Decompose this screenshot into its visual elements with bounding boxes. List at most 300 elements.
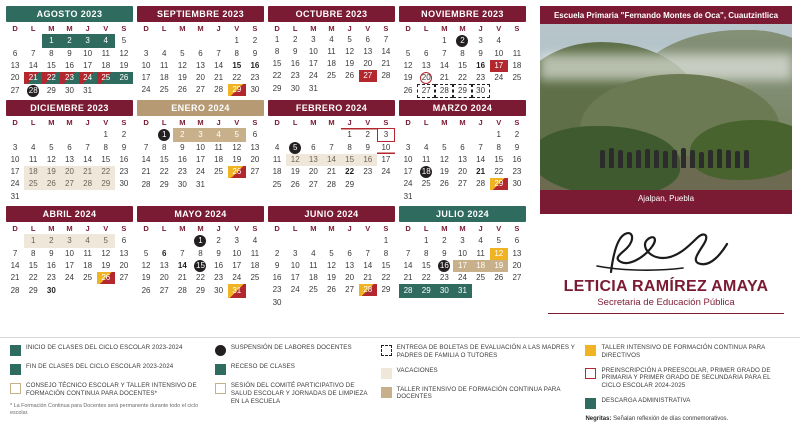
day-cell[interactable]: [490, 272, 508, 284]
day-cell[interactable]: [246, 248, 264, 260]
day-cell[interactable]: [137, 142, 155, 154]
day-cell[interactable]: [246, 260, 264, 272]
day-cell[interactable]: [359, 46, 377, 58]
day-cell[interactable]: [304, 260, 322, 272]
day-cell[interactable]: [453, 166, 471, 178]
day-cell[interactable]: [42, 48, 60, 60]
day-cell[interactable]: [155, 260, 173, 272]
day-cell[interactable]: [453, 178, 471, 190]
day-cell[interactable]: [115, 128, 133, 142]
day-cell[interactable]: [472, 142, 490, 154]
day-cell[interactable]: [24, 84, 42, 98]
day-cell[interactable]: [341, 154, 359, 166]
day-cell[interactable]: [508, 166, 526, 178]
day-cell[interactable]: [155, 84, 173, 96]
day-cell[interactable]: [210, 128, 228, 142]
day-cell[interactable]: [472, 166, 490, 178]
day-cell[interactable]: [359, 284, 377, 296]
day-cell[interactable]: [377, 166, 395, 178]
day-cell[interactable]: [210, 234, 228, 248]
day-cell[interactable]: [24, 142, 42, 154]
day-cell[interactable]: [79, 48, 97, 60]
day-cell[interactable]: [377, 142, 395, 154]
day-cell[interactable]: [24, 260, 42, 272]
day-cell[interactable]: [286, 70, 304, 82]
day-cell[interactable]: [155, 72, 173, 84]
day-cell[interactable]: [377, 248, 395, 260]
day-cell[interactable]: [453, 272, 471, 284]
day-cell[interactable]: [42, 166, 60, 178]
day-cell[interactable]: [228, 284, 246, 298]
day-cell[interactable]: [246, 84, 264, 96]
day-cell[interactable]: [453, 34, 471, 48]
day-cell[interactable]: [24, 178, 42, 190]
day-cell[interactable]: [359, 70, 377, 82]
day-cell[interactable]: [246, 142, 264, 154]
day-cell[interactable]: [508, 128, 526, 142]
day-cell[interactable]: [399, 166, 417, 178]
day-cell[interactable]: [173, 154, 191, 166]
day-cell[interactable]: [322, 142, 340, 154]
day-cell[interactable]: [322, 46, 340, 58]
day-cell[interactable]: [60, 234, 78, 248]
day-cell[interactable]: [322, 34, 340, 46]
day-cell[interactable]: [42, 142, 60, 154]
day-cell[interactable]: [24, 284, 42, 298]
day-cell[interactable]: [137, 60, 155, 72]
day-cell[interactable]: [155, 166, 173, 178]
day-cell[interactable]: [377, 70, 395, 82]
day-cell[interactable]: [490, 72, 508, 84]
day-cell[interactable]: [173, 84, 191, 96]
day-cell[interactable]: [286, 46, 304, 58]
day-cell[interactable]: [191, 178, 209, 192]
day-cell[interactable]: [472, 34, 490, 48]
day-cell[interactable]: [377, 154, 395, 166]
day-cell[interactable]: [417, 48, 435, 60]
day-cell[interactable]: [490, 166, 508, 178]
day-cell[interactable]: [453, 48, 471, 60]
day-cell[interactable]: [191, 128, 209, 142]
day-cell[interactable]: [359, 58, 377, 70]
day-cell[interactable]: [79, 72, 97, 84]
day-cell[interactable]: [304, 34, 322, 46]
day-cell[interactable]: [155, 154, 173, 166]
day-cell[interactable]: [155, 272, 173, 284]
day-cell[interactable]: [417, 272, 435, 284]
day-cell[interactable]: [341, 70, 359, 82]
day-cell[interactable]: [115, 234, 133, 248]
day-cell[interactable]: [417, 284, 435, 298]
day-cell[interactable]: [399, 48, 417, 60]
day-cell[interactable]: [60, 34, 78, 48]
day-cell[interactable]: [435, 84, 453, 98]
day-cell[interactable]: [472, 248, 490, 260]
day-cell[interactable]: [341, 284, 359, 296]
day-cell[interactable]: [155, 48, 173, 60]
day-cell[interactable]: [246, 72, 264, 84]
day-cell[interactable]: [228, 84, 246, 96]
day-cell[interactable]: [377, 34, 395, 46]
day-cell[interactable]: [24, 60, 42, 72]
day-cell[interactable]: [173, 128, 191, 142]
day-cell[interactable]: [115, 48, 133, 60]
day-cell[interactable]: [60, 272, 78, 284]
day-cell[interactable]: [377, 284, 395, 296]
day-cell[interactable]: [155, 284, 173, 298]
day-cell[interactable]: [341, 58, 359, 70]
day-cell[interactable]: [508, 60, 526, 72]
day-cell[interactable]: [268, 58, 286, 70]
day-cell[interactable]: [191, 284, 209, 298]
day-cell[interactable]: [341, 166, 359, 178]
day-cell[interactable]: [6, 284, 24, 298]
day-cell[interactable]: [453, 60, 471, 72]
day-cell[interactable]: [435, 60, 453, 72]
day-cell[interactable]: [210, 48, 228, 60]
day-cell[interactable]: [6, 178, 24, 190]
day-cell[interactable]: [115, 34, 133, 48]
day-cell[interactable]: [228, 154, 246, 166]
day-cell[interactable]: [6, 60, 24, 72]
day-cell[interactable]: [286, 178, 304, 192]
day-cell[interactable]: [453, 84, 471, 98]
day-cell[interactable]: [97, 48, 115, 60]
day-cell[interactable]: [417, 234, 435, 248]
day-cell[interactable]: [472, 260, 490, 272]
day-cell[interactable]: [173, 284, 191, 298]
day-cell[interactable]: [399, 72, 417, 84]
day-cell[interactable]: [24, 272, 42, 284]
day-cell[interactable]: [268, 284, 286, 296]
day-cell[interactable]: [399, 178, 417, 190]
day-cell[interactable]: [341, 34, 359, 46]
day-cell[interactable]: [210, 60, 228, 72]
day-cell[interactable]: [508, 272, 526, 284]
day-cell[interactable]: [268, 154, 286, 166]
day-cell[interactable]: [137, 72, 155, 84]
day-cell[interactable]: [377, 58, 395, 70]
day-cell[interactable]: [246, 166, 264, 178]
day-cell[interactable]: [155, 128, 173, 142]
day-cell[interactable]: [399, 272, 417, 284]
day-cell[interactable]: [268, 178, 286, 192]
day-cell[interactable]: [137, 166, 155, 178]
day-cell[interactable]: [137, 272, 155, 284]
day-cell[interactable]: [359, 128, 377, 142]
day-cell[interactable]: [268, 166, 286, 178]
day-cell[interactable]: [286, 58, 304, 70]
day-cell[interactable]: [286, 260, 304, 272]
day-cell[interactable]: [399, 248, 417, 260]
day-cell[interactable]: [173, 178, 191, 192]
day-cell[interactable]: [435, 34, 453, 48]
day-cell[interactable]: [60, 60, 78, 72]
day-cell[interactable]: [304, 178, 322, 192]
day-cell[interactable]: [79, 234, 97, 248]
day-cell[interactable]: [417, 72, 435, 84]
day-cell[interactable]: [399, 190, 417, 204]
day-cell[interactable]: [79, 60, 97, 72]
day-cell[interactable]: [24, 166, 42, 178]
day-cell[interactable]: [508, 248, 526, 260]
day-cell[interactable]: [24, 234, 42, 248]
day-cell[interactable]: [191, 260, 209, 272]
day-cell[interactable]: [286, 272, 304, 284]
day-cell[interactable]: [359, 248, 377, 260]
day-cell[interactable]: [42, 284, 60, 298]
day-cell[interactable]: [304, 58, 322, 70]
day-cell[interactable]: [6, 260, 24, 272]
day-cell[interactable]: [490, 248, 508, 260]
day-cell[interactable]: [155, 60, 173, 72]
day-cell[interactable]: [191, 154, 209, 166]
day-cell[interactable]: [155, 142, 173, 154]
day-cell[interactable]: [322, 58, 340, 70]
day-cell[interactable]: [42, 260, 60, 272]
day-cell[interactable]: [435, 154, 453, 166]
day-cell[interactable]: [359, 154, 377, 166]
day-cell[interactable]: [60, 142, 78, 154]
day-cell[interactable]: [508, 72, 526, 84]
day-cell[interactable]: [79, 178, 97, 190]
day-cell[interactable]: [490, 154, 508, 166]
day-cell[interactable]: [341, 46, 359, 58]
day-cell[interactable]: [268, 82, 286, 96]
day-cell[interactable]: [322, 260, 340, 272]
day-cell[interactable]: [359, 34, 377, 46]
day-cell[interactable]: [508, 154, 526, 166]
day-cell[interactable]: [137, 48, 155, 60]
day-cell[interactable]: [453, 142, 471, 154]
day-cell[interactable]: [210, 142, 228, 154]
day-cell[interactable]: [97, 142, 115, 154]
day-cell[interactable]: [79, 142, 97, 154]
day-cell[interactable]: [286, 142, 304, 154]
day-cell[interactable]: [60, 248, 78, 260]
day-cell[interactable]: [304, 272, 322, 284]
day-cell[interactable]: [97, 178, 115, 190]
day-cell[interactable]: [210, 272, 228, 284]
day-cell[interactable]: [97, 260, 115, 272]
day-cell[interactable]: [341, 248, 359, 260]
day-cell[interactable]: [417, 178, 435, 190]
day-cell[interactable]: [322, 166, 340, 178]
day-cell[interactable]: [191, 48, 209, 60]
day-cell[interactable]: [322, 272, 340, 284]
day-cell[interactable]: [228, 34, 246, 48]
day-cell[interactable]: [268, 70, 286, 82]
day-cell[interactable]: [286, 248, 304, 260]
day-cell[interactable]: [268, 260, 286, 272]
day-cell[interactable]: [191, 72, 209, 84]
day-cell[interactable]: [79, 272, 97, 284]
day-cell[interactable]: [210, 260, 228, 272]
day-cell[interactable]: [359, 272, 377, 284]
day-cell[interactable]: [359, 142, 377, 154]
day-cell[interactable]: [79, 166, 97, 178]
day-cell[interactable]: [42, 60, 60, 72]
day-cell[interactable]: [42, 72, 60, 84]
day-cell[interactable]: [173, 60, 191, 72]
day-cell[interactable]: [359, 260, 377, 272]
day-cell[interactable]: [399, 260, 417, 272]
day-cell[interactable]: [137, 260, 155, 272]
day-cell[interactable]: [508, 260, 526, 272]
day-cell[interactable]: [24, 248, 42, 260]
day-cell[interactable]: [472, 72, 490, 84]
day-cell[interactable]: [286, 166, 304, 178]
day-cell[interactable]: [6, 72, 24, 84]
day-cell[interactable]: [24, 154, 42, 166]
day-cell[interactable]: [435, 166, 453, 178]
day-cell[interactable]: [24, 48, 42, 60]
day-cell[interactable]: [472, 84, 490, 98]
day-cell[interactable]: [228, 234, 246, 248]
day-cell[interactable]: [268, 272, 286, 284]
day-cell[interactable]: [417, 84, 435, 98]
day-cell[interactable]: [210, 84, 228, 96]
day-cell[interactable]: [268, 296, 286, 310]
day-cell[interactable]: [490, 234, 508, 248]
day-cell[interactable]: [228, 272, 246, 284]
day-cell[interactable]: [435, 260, 453, 272]
day-cell[interactable]: [453, 234, 471, 248]
day-cell[interactable]: [191, 234, 209, 248]
day-cell[interactable]: [210, 166, 228, 178]
day-cell[interactable]: [210, 154, 228, 166]
day-cell[interactable]: [228, 166, 246, 178]
day-cell[interactable]: [137, 248, 155, 260]
day-cell[interactable]: [399, 142, 417, 154]
day-cell[interactable]: [268, 34, 286, 46]
day-cell[interactable]: [137, 154, 155, 166]
day-cell[interactable]: [304, 70, 322, 82]
day-cell[interactable]: [115, 272, 133, 284]
day-cell[interactable]: [97, 34, 115, 48]
day-cell[interactable]: [304, 82, 322, 96]
day-cell[interactable]: [191, 248, 209, 260]
day-cell[interactable]: [417, 260, 435, 272]
day-cell[interactable]: [79, 84, 97, 98]
day-cell[interactable]: [453, 284, 471, 298]
day-cell[interactable]: [322, 70, 340, 82]
day-cell[interactable]: [304, 166, 322, 178]
day-cell[interactable]: [304, 46, 322, 58]
day-cell[interactable]: [377, 260, 395, 272]
day-cell[interactable]: [435, 48, 453, 60]
day-cell[interactable]: [60, 178, 78, 190]
day-cell[interactable]: [42, 234, 60, 248]
day-cell[interactable]: [341, 128, 359, 142]
day-cell[interactable]: [228, 72, 246, 84]
day-cell[interactable]: [399, 154, 417, 166]
day-cell[interactable]: [246, 48, 264, 60]
day-cell[interactable]: [377, 272, 395, 284]
day-cell[interactable]: [115, 142, 133, 154]
day-cell[interactable]: [472, 272, 490, 284]
day-cell[interactable]: [191, 272, 209, 284]
day-cell[interactable]: [228, 128, 246, 142]
day-cell[interactable]: [137, 84, 155, 96]
day-cell[interactable]: [399, 284, 417, 298]
day-cell[interactable]: [97, 154, 115, 166]
day-cell[interactable]: [60, 166, 78, 178]
day-cell[interactable]: [435, 272, 453, 284]
day-cell[interactable]: [322, 154, 340, 166]
day-cell[interactable]: [472, 60, 490, 72]
day-cell[interactable]: [490, 48, 508, 60]
day-cell[interactable]: [377, 234, 395, 248]
day-cell[interactable]: [97, 248, 115, 260]
day-cell[interactable]: [304, 154, 322, 166]
day-cell[interactable]: [60, 154, 78, 166]
day-cell[interactable]: [453, 260, 471, 272]
day-cell[interactable]: [453, 248, 471, 260]
day-cell[interactable]: [97, 272, 115, 284]
day-cell[interactable]: [60, 260, 78, 272]
day-cell[interactable]: [359, 166, 377, 178]
day-cell[interactable]: [453, 72, 471, 84]
day-cell[interactable]: [115, 166, 133, 178]
day-cell[interactable]: [490, 34, 508, 48]
day-cell[interactable]: [435, 234, 453, 248]
day-cell[interactable]: [377, 128, 395, 142]
day-cell[interactable]: [490, 128, 508, 142]
day-cell[interactable]: [322, 178, 340, 192]
day-cell[interactable]: [173, 248, 191, 260]
day-cell[interactable]: [508, 142, 526, 154]
day-cell[interactable]: [42, 154, 60, 166]
day-cell[interactable]: [417, 248, 435, 260]
day-cell[interactable]: [97, 128, 115, 142]
day-cell[interactable]: [6, 272, 24, 284]
day-cell[interactable]: [246, 234, 264, 248]
day-cell[interactable]: [417, 60, 435, 72]
day-cell[interactable]: [304, 284, 322, 296]
day-cell[interactable]: [42, 248, 60, 260]
day-cell[interactable]: [228, 142, 246, 154]
day-cell[interactable]: [115, 154, 133, 166]
day-cell[interactable]: [417, 166, 435, 178]
day-cell[interactable]: [97, 234, 115, 248]
day-cell[interactable]: [341, 178, 359, 192]
day-cell[interactable]: [417, 142, 435, 154]
day-cell[interactable]: [472, 178, 490, 190]
day-cell[interactable]: [286, 284, 304, 296]
day-cell[interactable]: [137, 284, 155, 298]
day-cell[interactable]: [137, 178, 155, 192]
day-cell[interactable]: [115, 178, 133, 190]
day-cell[interactable]: [191, 142, 209, 154]
day-cell[interactable]: [472, 234, 490, 248]
day-cell[interactable]: [173, 260, 191, 272]
day-cell[interactable]: [173, 48, 191, 60]
day-cell[interactable]: [6, 142, 24, 154]
day-cell[interactable]: [6, 248, 24, 260]
day-cell[interactable]: [508, 178, 526, 190]
day-cell[interactable]: [173, 142, 191, 154]
day-cell[interactable]: [42, 272, 60, 284]
day-cell[interactable]: [508, 234, 526, 248]
day-cell[interactable]: [210, 72, 228, 84]
day-cell[interactable]: [246, 34, 264, 48]
day-cell[interactable]: [490, 60, 508, 72]
day-cell[interactable]: [490, 178, 508, 190]
day-cell[interactable]: [42, 84, 60, 98]
day-cell[interactable]: [435, 284, 453, 298]
day-cell[interactable]: [173, 166, 191, 178]
